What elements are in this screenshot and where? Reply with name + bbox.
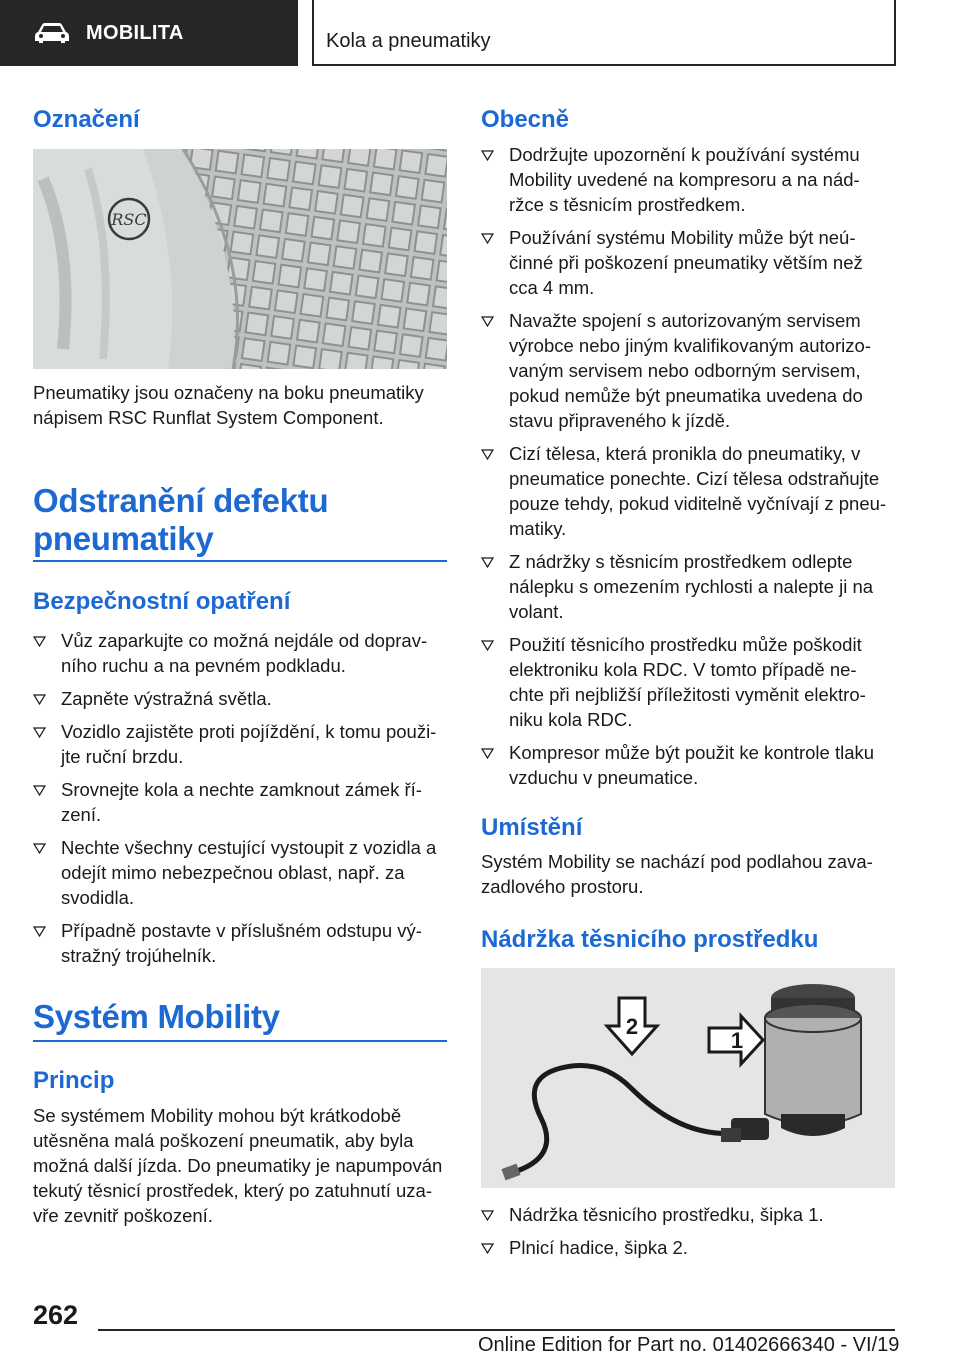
list-item — [33, 777, 447, 827]
triangle-bullet-icon — [481, 316, 494, 327]
item-line: Vůz zaparkujte co možná nejdále od doprav- — [61, 630, 428, 651]
section-tab — [0, 0, 298, 66]
item-line: volant. — [509, 601, 564, 622]
triangle-bullet-icon — [481, 1210, 494, 1221]
item-line: ního ruchu a na pevném podkladu. — [61, 655, 346, 676]
list-item — [481, 441, 895, 541]
list-item — [481, 308, 895, 433]
item-line: jte ruční brzdu. — [61, 746, 184, 767]
item-line: niku kola RDC. — [509, 709, 633, 730]
triangle-bullet-icon — [33, 785, 46, 796]
tank-heading: Nádržka těsnicího prostředku — [481, 926, 819, 953]
item-line: svodidla. — [61, 887, 135, 908]
arrow-2-label: 2 — [625, 1014, 639, 1039]
item-line: Mobility uvedené na kompresoru a na nád- — [509, 169, 860, 190]
item-line: pokud nemůže být pneumatika uvedena do — [509, 385, 863, 406]
item-line: pouze tehdy, pokud viditelně vyčnívají z pneu- — [509, 493, 887, 514]
general-heading: Obecně — [481, 106, 570, 133]
safety-heading: Bezpečnostní opatření — [33, 588, 291, 615]
triangle-bullet-icon — [481, 449, 494, 460]
item-line: Použití těsnicího prostředku může poškodit — [509, 634, 862, 655]
rsc-logo: RSC — [111, 210, 147, 229]
section-label: MOBILITA — [86, 21, 184, 44]
list-item — [481, 142, 895, 217]
item-line: Případně postavte v příslušném odstupu vý- — [61, 920, 422, 941]
sealant-tank-figure — [481, 968, 895, 1188]
item-line: Vozidlo zajistěte proti pojíždění, k tomu použi- — [61, 721, 437, 742]
item-line: elektroniku kola RDC. V tomto případě ne- — [509, 659, 857, 680]
tire-marking-figure — [33, 149, 447, 369]
item-line: cca 4 mm. — [509, 277, 595, 298]
tank-list — [481, 1202, 895, 1260]
location-heading: Umístění — [481, 814, 583, 841]
principle-text — [33, 1103, 447, 1228]
marking-heading: Označení — [33, 106, 140, 133]
triangle-bullet-icon — [33, 636, 46, 647]
triangle-bullet-icon — [481, 748, 494, 759]
repair-heading — [33, 482, 328, 558]
item-line: vzduchu v pneumatice. — [509, 767, 699, 788]
repair-heading-rule — [33, 560, 447, 562]
triangle-bullet-icon — [481, 640, 494, 651]
triangle-bullet-icon — [481, 233, 494, 244]
item-line: Srovnejte kola a nechte zamknout zámek ří- — [61, 779, 422, 800]
sealant-tank-illustration — [481, 968, 895, 1188]
marking-caption: Pneumatiky jsou označeny na boku pneumatiky nápisem RSC Runflat System Component. — [33, 382, 424, 428]
list-item — [481, 225, 895, 300]
item-line: Dodržujte upozornění k používání systému — [509, 144, 860, 165]
text-line: tekutý těsnicí prostředek, který po zatuhnutí uza- — [33, 1180, 432, 1201]
page-number: 262 — [33, 1300, 79, 1330]
item-line: Používání systému Mobility může být neú- — [509, 227, 856, 248]
item-line: činné při poškození pneumatiky větším než — [509, 252, 863, 273]
item-line: matiky. — [509, 518, 567, 539]
list-item — [481, 740, 895, 790]
text-line: možná další jízda. Do pneumatiky je napumpován — [33, 1155, 443, 1176]
text-line: Se systémem Mobility mohou být krátkodobě — [33, 1105, 402, 1126]
item-line: Cizí tělesa, která pronikla do pneumatiky, v — [509, 443, 861, 464]
item-line: Zapněte výstražná světla. — [61, 688, 272, 709]
triangle-bullet-icon — [33, 926, 46, 937]
mobility-heading: Systém Mobility — [33, 998, 280, 1035]
footer-rule — [98, 1329, 895, 1331]
chapter-tab — [312, 0, 896, 66]
list-item — [33, 719, 447, 769]
item-line: Z nádržky s těsnicím prostředkem odlepte — [509, 551, 853, 572]
list-item — [481, 632, 895, 732]
item-line: odejít mimo nebezpečnou oblast, např. za — [61, 862, 405, 883]
chapter-label: Kola a pneumatiky — [326, 30, 491, 52]
arrow-1-label: 1 — [730, 1028, 744, 1053]
list-item — [481, 1235, 895, 1260]
list-item — [481, 549, 895, 624]
text-line: vře zevnitř poškození. — [33, 1205, 213, 1226]
item-line: zení. — [61, 804, 102, 825]
item-line: výrobce nebo jiným kvalifikovaným autorizo- — [509, 335, 871, 356]
repair-heading-line1: Odstranění defektu — [33, 482, 329, 519]
triangle-bullet-icon — [33, 694, 46, 705]
page-header — [0, 0, 960, 66]
item-line: ržce s těsnicím prostředkem. — [509, 194, 746, 215]
item-line: stražný trojúhelník. — [61, 945, 217, 966]
item-line: Nádržka těsnicího prostředku, šipka 1. — [509, 1204, 824, 1225]
triangle-bullet-icon — [481, 557, 494, 568]
text-line: zadlového prostoru. — [481, 876, 644, 897]
item-line: stavu připraveného k jízdě. — [509, 410, 731, 431]
tire-sidewall-illustration — [33, 149, 447, 369]
principle-heading: Princip — [33, 1067, 115, 1094]
item-line: vaným servisem nebo odborným servisem, — [509, 360, 861, 381]
edition-text: Online Edition for Part no. 01402666340 - VI/19 — [478, 1334, 900, 1356]
item-line: chte při nejbližší příležitosti vyměnit elektro- — [509, 684, 866, 705]
triangle-bullet-icon — [481, 150, 494, 161]
list-item — [33, 918, 447, 968]
list-item — [33, 835, 447, 910]
list-item — [481, 1202, 895, 1227]
car-icon — [34, 22, 70, 44]
item-line: Kompresor může být použit ke kontrole tlaku — [509, 742, 875, 763]
triangle-bullet-icon — [33, 843, 46, 854]
text-line: Systém Mobility se nachází pod podlahou zava- — [481, 851, 873, 872]
item-line: pneumatice ponechte. Cizí tělesa odstraňujte — [509, 468, 880, 489]
safety-list — [33, 628, 447, 968]
mobility-heading-rule — [33, 1040, 447, 1042]
repair-heading-line2: pneumatiky — [33, 520, 214, 557]
item-line: Navažte spojení s autorizovaným servisem — [509, 310, 861, 331]
triangle-bullet-icon — [33, 727, 46, 738]
location-text — [481, 849, 895, 899]
item-line: Nechte všechny cestující vystoupit z vozidla a — [61, 837, 437, 858]
text-line: utěsněna malá poškození pneumatik, aby byla — [33, 1130, 414, 1151]
general-list — [481, 142, 895, 790]
list-item — [33, 686, 447, 711]
item-line: Plnicí hadice, šipka 2. — [509, 1237, 688, 1258]
item-line: nálepku s omezením rychlosti a nalepte ji na — [509, 576, 874, 597]
triangle-bullet-icon — [481, 1243, 494, 1254]
list-item — [33, 628, 447, 678]
